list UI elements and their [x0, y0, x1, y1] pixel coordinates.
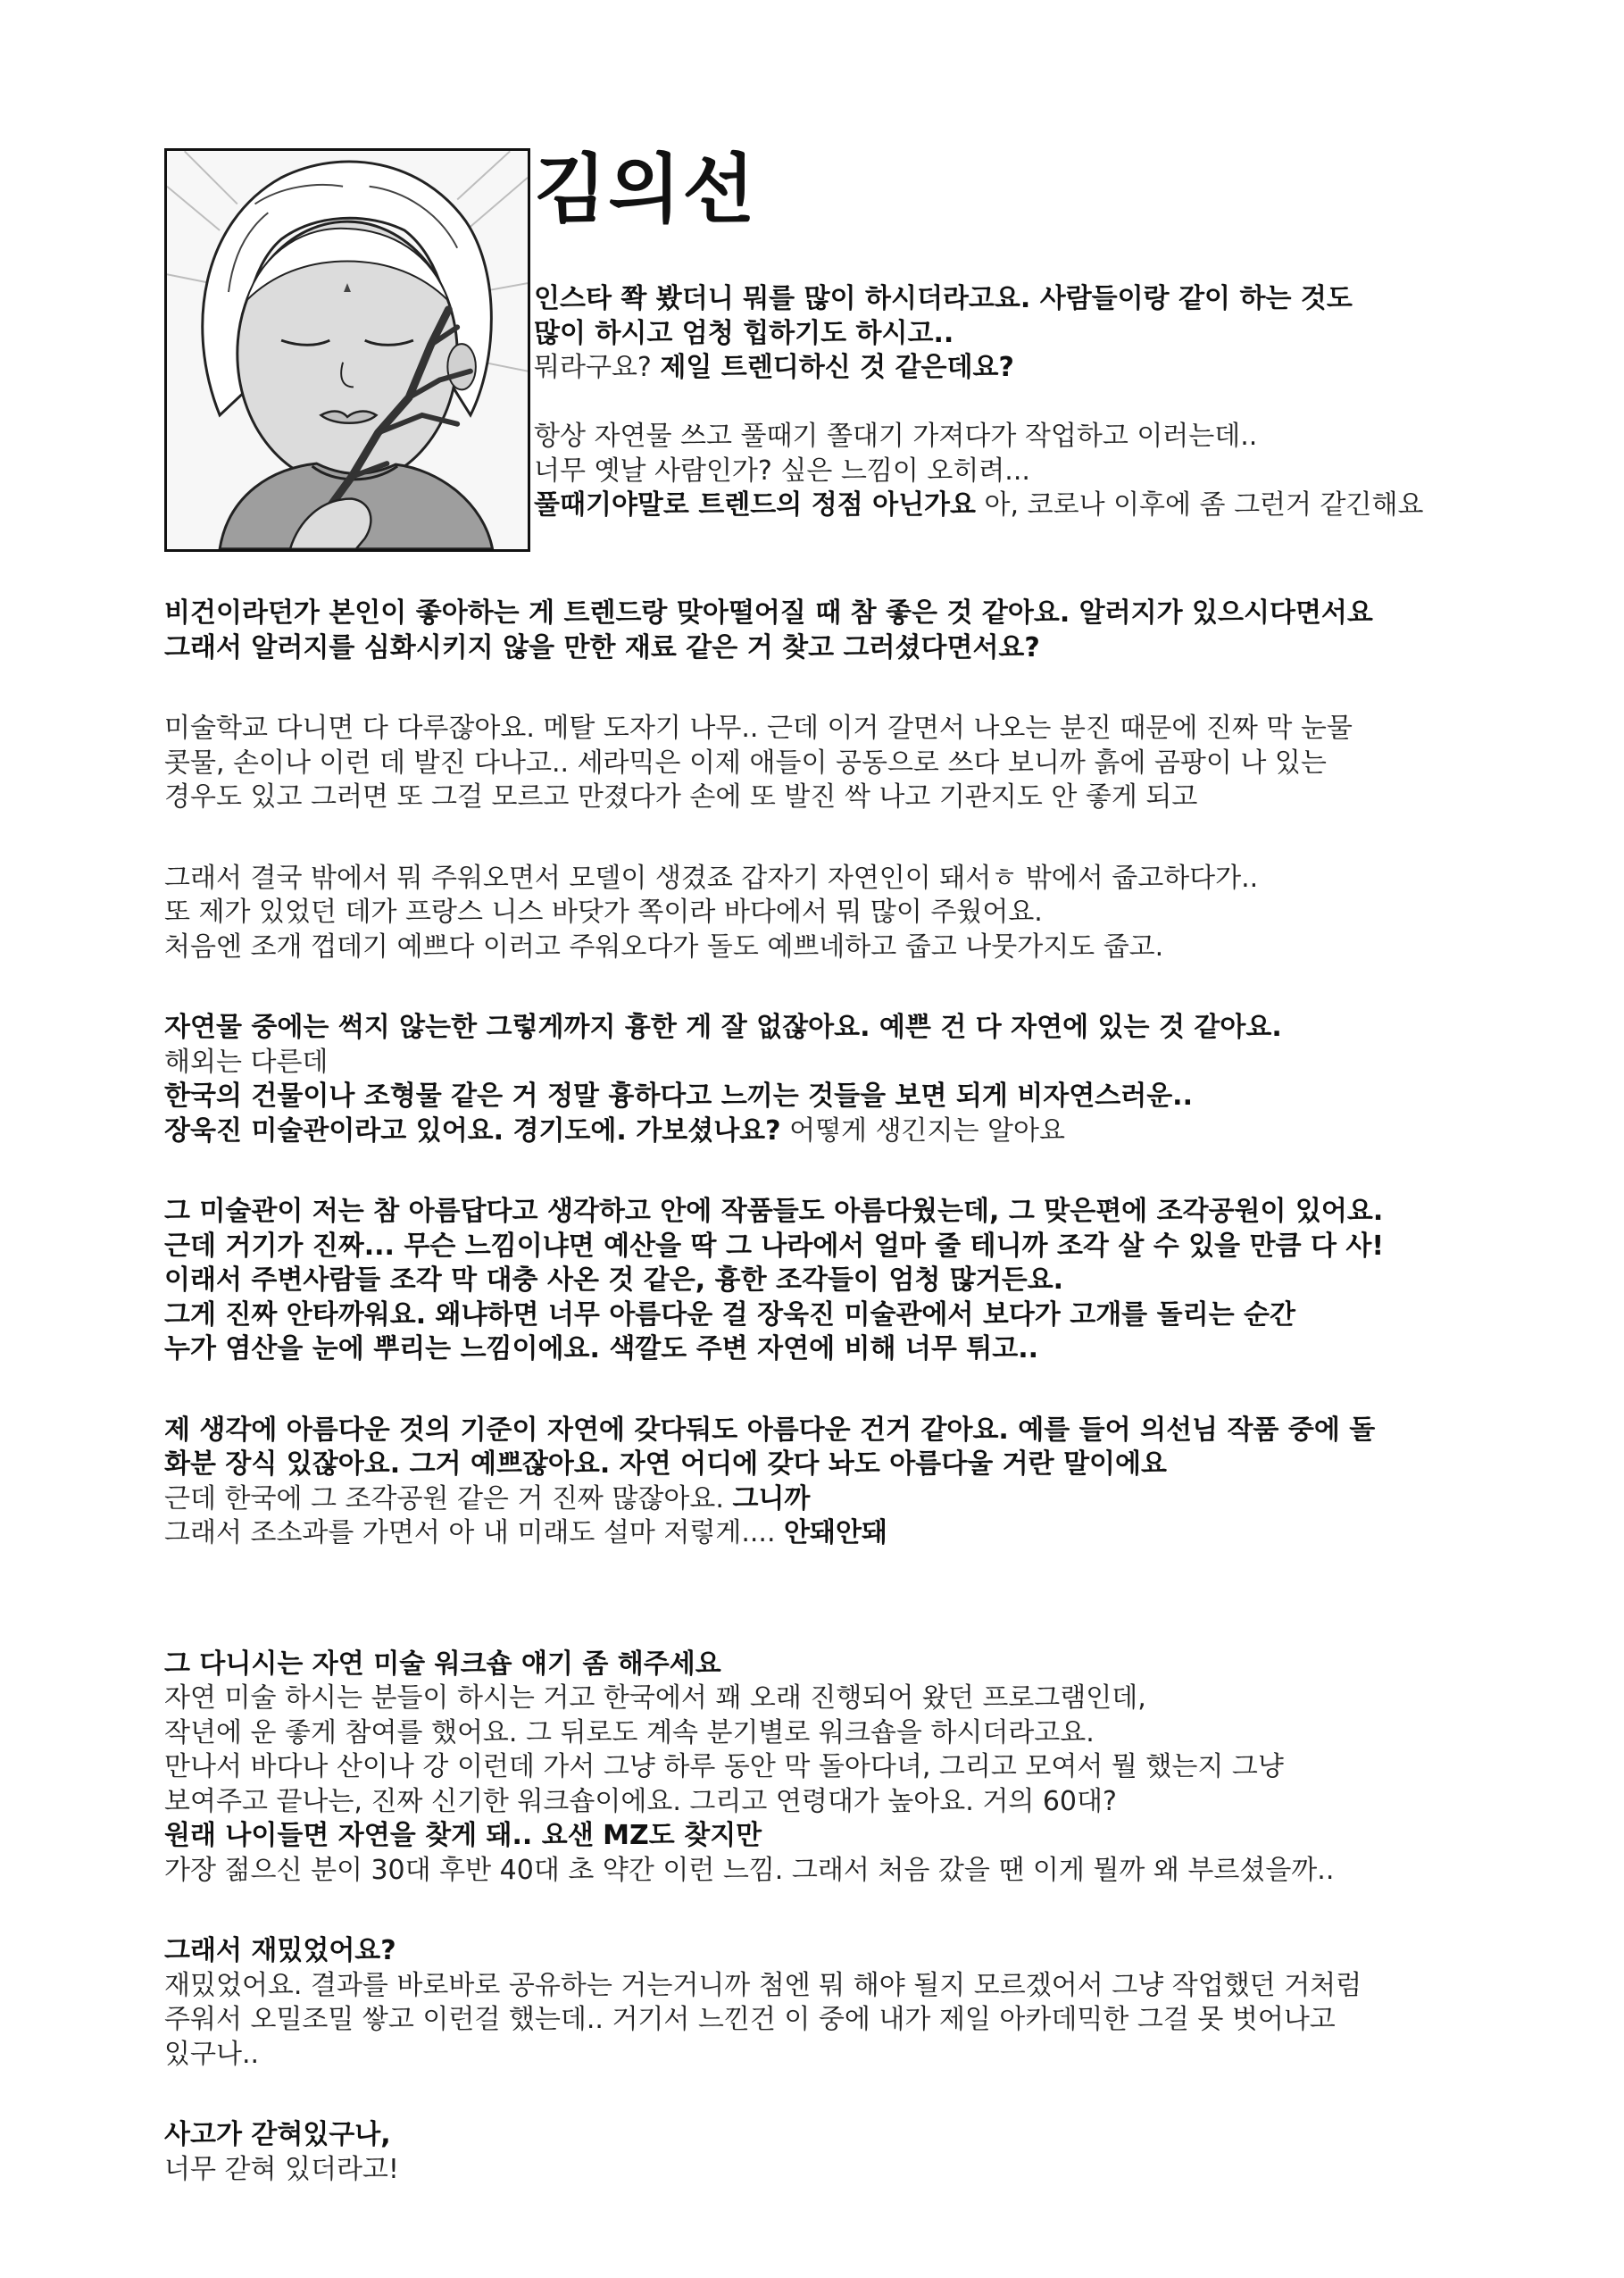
text-line	[164, 1298, 1503, 1333]
question-text: 자연물 중에는 썩지 않는한 그렇게까지 흉한 게 잘 없잖아요. 예쁜 건 다 자연에 있는 것 같아요.	[164, 1012, 1282, 1043]
text-line	[164, 780, 1503, 815]
answer-text: 가장 젊으신 분이 30대 후반 40대 초 약간 이런 느낌. 그래서 처음 갔을 땐 이게 뭘까 왜 부르셨을까..	[164, 1854, 1335, 1886]
text-line	[164, 896, 1503, 930]
text-line	[164, 2038, 1503, 2073]
text-line	[164, 2153, 1503, 2188]
text-line	[164, 1011, 1503, 1046]
text-line	[164, 1114, 1503, 1149]
answer-text: 재밌었어요. 결과를 바로바로 공유하는 거는거니까 첨엔 뭐 해야 될지 모르겠어서 그냥 작업했던 거처럼	[164, 1969, 1362, 2001]
interview-body	[164, 597, 1503, 2233]
text-line	[534, 488, 1570, 523]
text-line	[164, 1332, 1503, 1367]
portrait-illustration	[167, 151, 528, 549]
question-text: 그 미술관이 저는 참 아름답다고 생각하고 안에 작품들도 아름다웠는데, 그 맞은편에 조각공원이 있어요.	[164, 1196, 1384, 1227]
question-text: 비건이라던가 본인이 좋아하는 게 트렌드랑 맞아떨어질 때 참 좋은 것 같아요. 알러지가 있으시다면서요	[164, 597, 1373, 629]
interview-paragraph	[164, 862, 1503, 965]
answer-text: 처음엔 조개 껍데기 예쁘다 이러고 주워오다가 돌도 예쁘네하고 줍고 나뭇가지도 줍고.	[164, 930, 1164, 963]
question-text: 그니까	[732, 1482, 811, 1514]
text-line	[164, 1716, 1503, 1751]
question-text: 화분 장식 있잖아요. 그거 예쁘잖아요. 자연 어디에 갖다 놔도 아름다울 거란 말이에요	[164, 1448, 1167, 1480]
question-text: 제 생각에 아름다운 것의 기준이 자연에 갖다둬도 아름다운 건거 같아요. 예를 들어 의선님 작품 중에 돌	[164, 1414, 1376, 1446]
text-line	[164, 1448, 1503, 1482]
text-line	[164, 1969, 1503, 2004]
text-line	[164, 1934, 1503, 1969]
answer-text: 해외는 다른데	[164, 1046, 329, 1078]
text-line	[164, 1681, 1503, 1716]
intro-block	[534, 282, 1570, 523]
question-text: 그래서 알러지를 심화시키지 않을 만한 재료 같은 거 찾고 그러셨다면서요?	[164, 631, 1040, 663]
text-line	[164, 1750, 1503, 1785]
answer-text: 또 제가 있었던 데가 프랑스 니스 바닷가 쪽이라 바다에서 뭐 많이 주웠어요.	[164, 897, 1043, 928]
answer-text: 있구나..	[164, 2038, 260, 2070]
interview-paragraph	[164, 1195, 1503, 1367]
question-text: 제일 트렌디하신 것 같은데요?	[660, 352, 1014, 383]
interview-paragraph	[164, 712, 1503, 815]
question-text: 그 다니시는 자연 미술 워크숍 얘기 좀 해주세요	[164, 1648, 721, 1680]
text-line	[164, 930, 1503, 965]
answer-text: 뭐라구요?	[534, 352, 661, 383]
answer-text: 너무 옛날 사람인가? 싶은 느낌이 오히려...	[534, 455, 1030, 487]
text-line	[164, 1230, 1503, 1264]
text-line	[164, 631, 1503, 666]
text-line	[164, 747, 1503, 781]
answer-text: 어떻게 생긴지는 알아요	[780, 1114, 1065, 1147]
interviewee-name: 김의선	[534, 146, 757, 233]
text-line	[164, 1648, 1503, 1682]
question-text: 그게 진짜 안타까워요. 왜냐하면 너무 아름다운 걸 장욱진 미술관에서 보다가 고개를 돌리는 순간	[164, 1298, 1295, 1331]
interview-paragraph	[164, 1011, 1503, 1148]
text-line	[164, 712, 1503, 747]
answer-text: 작년에 운 좋게 참여를 했어요. 그 뒤로도 계속 분기별로 워크숍을 하시더라고요.	[164, 1716, 1095, 1748]
interview-paragraph	[164, 597, 1503, 665]
question-text: 누가 염산을 눈에 뿌리는 느낌이에요. 색깔도 주변 자연에 비해 너무 튀고..	[164, 1333, 1039, 1364]
text-line	[534, 420, 1570, 455]
question-text: 인스타 쫙 봤더니 뭐를 많이 하시더라고요. 사람들이랑 같이 하는 것도	[534, 283, 1353, 314]
text-line	[164, 1516, 1503, 1551]
text-line	[534, 317, 1570, 352]
answer-text: 주워서 오밀조밀 쌓고 이런걸 했는데.. 거기서 느낀건 이 중에 내가 제일 아카데믹한 그걸 못 벗어나고	[164, 2004, 1336, 2035]
text-line	[164, 862, 1503, 897]
answer-text: 만나서 바다나 산이나 강 이런데 가서 그냥 하루 동안 막 돌아다녀, 그리고 모여서 뭘 했는지 그냥	[164, 1751, 1284, 1782]
interview-paragraph	[164, 1934, 1503, 2072]
interview-paragraph	[164, 1598, 1503, 1601]
text-line	[164, 1785, 1503, 1820]
answer-text: 경우도 있고 그러면 또 그걸 모르고 만졌다가 손에 또 발진 싹 나고 기관지도 안 좋게 되고	[164, 781, 1198, 813]
answer-text: 그래서 결국 밖에서 뭐 주워오면서 모델이 생겼죠 갑자기 자연인이 돼서ㅎ 밖에서 줍고하다가..	[164, 862, 1259, 894]
text-line	[164, 1819, 1503, 1854]
text-line	[164, 1414, 1503, 1448]
question-text: 풀때기야말로 트렌드의 정점 아닌가요	[534, 489, 977, 521]
text-line	[534, 282, 1570, 317]
text-line	[164, 2003, 1503, 2038]
question-text: 안돼안돼	[784, 1517, 887, 1548]
interviewee-portrait	[164, 148, 530, 552]
answer-text: 그래서 조소과를 가면서 아 내 미래도 설마 저렇게....	[164, 1517, 785, 1548]
question-text: 많이 하시고 엄청 힙하기도 하시고..	[534, 317, 954, 349]
text-line	[164, 1046, 1503, 1081]
text-line	[534, 455, 1570, 489]
text-line	[164, 1482, 1503, 1517]
interview-paragraph	[164, 2118, 1503, 2187]
question-text: 그래서 재밌었어요?	[164, 1935, 396, 1966]
answer-text: 근데 한국에 그 조각공원 같은 거 진짜 많잖아요.	[164, 1482, 733, 1514]
answer-text: 미술학교 다니면 다 다루잖아요. 메탈 도자기 나무.. 근데 이거 갈면서 나오는 분진 때문에 진짜 막 눈물	[164, 713, 1353, 744]
interview-paragraph	[164, 1414, 1503, 1551]
answer-text: 보여주고 끝나는, 진짜 신기한 워크숍이에요. 그리고 연령대가 높아요. 거의 60대?	[164, 1785, 1117, 1817]
text-line	[164, 2118, 1503, 2153]
question-text: 사고가 갇혀있구나,	[164, 2119, 391, 2150]
question-text: 장욱진 미술관이라고 있어요. 경기도에. 가보셨나요?	[164, 1114, 781, 1147]
question-text: 근데 거기가 진짜... 무슨 느낌이냐면 예산을 딱 그 나라에서 얼마 줄 테니까 조각 살 수 있을 만큼 다 사!	[164, 1230, 1385, 1262]
answer-text: 항상 자연물 쓰고 풀때기 쫄대기 가져다가 작업하고 이러는데..	[534, 421, 1258, 452]
text-line	[164, 1080, 1503, 1114]
question-text: 이래서 주변사람들 조각 막 대충 사온 것 같은, 흉한 조각들이 엄청 많거든요.	[164, 1264, 1064, 1296]
text-line	[164, 1195, 1503, 1230]
text-line	[534, 386, 1570, 421]
question-text: 한국의 건물이나 조형물 같은 거 정말 흉하다고 느끼는 것들을 보면 되게 비자연스러운..	[164, 1081, 1193, 1112]
question-text: 원래 나이들면 자연을 찾게 돼.. 요샌 MZ도 찾지만	[164, 1820, 762, 1851]
text-line	[164, 597, 1503, 631]
interview-paragraph	[164, 1648, 1503, 1889]
answer-text: 콧물, 손이나 이런 데 발진 다나고.. 세라믹은 이제 애들이 공동으로 쓰다 보니까 흙에 곰팡이 나 있는	[164, 747, 1327, 779]
answer-text: 아, 코로나 이후에 좀 그런거 같긴해요	[976, 489, 1424, 521]
text-line	[534, 351, 1570, 386]
answer-text: 너무 갇혀 있더라고!	[164, 2153, 399, 2185]
text-line	[164, 1264, 1503, 1298]
answer-text: 자연 미술 하시는 분들이 하시는 거고 한국에서 꽤 오래 진행되어 왔던 프로그램인데,	[164, 1682, 1146, 1714]
text-line	[164, 1854, 1503, 1889]
